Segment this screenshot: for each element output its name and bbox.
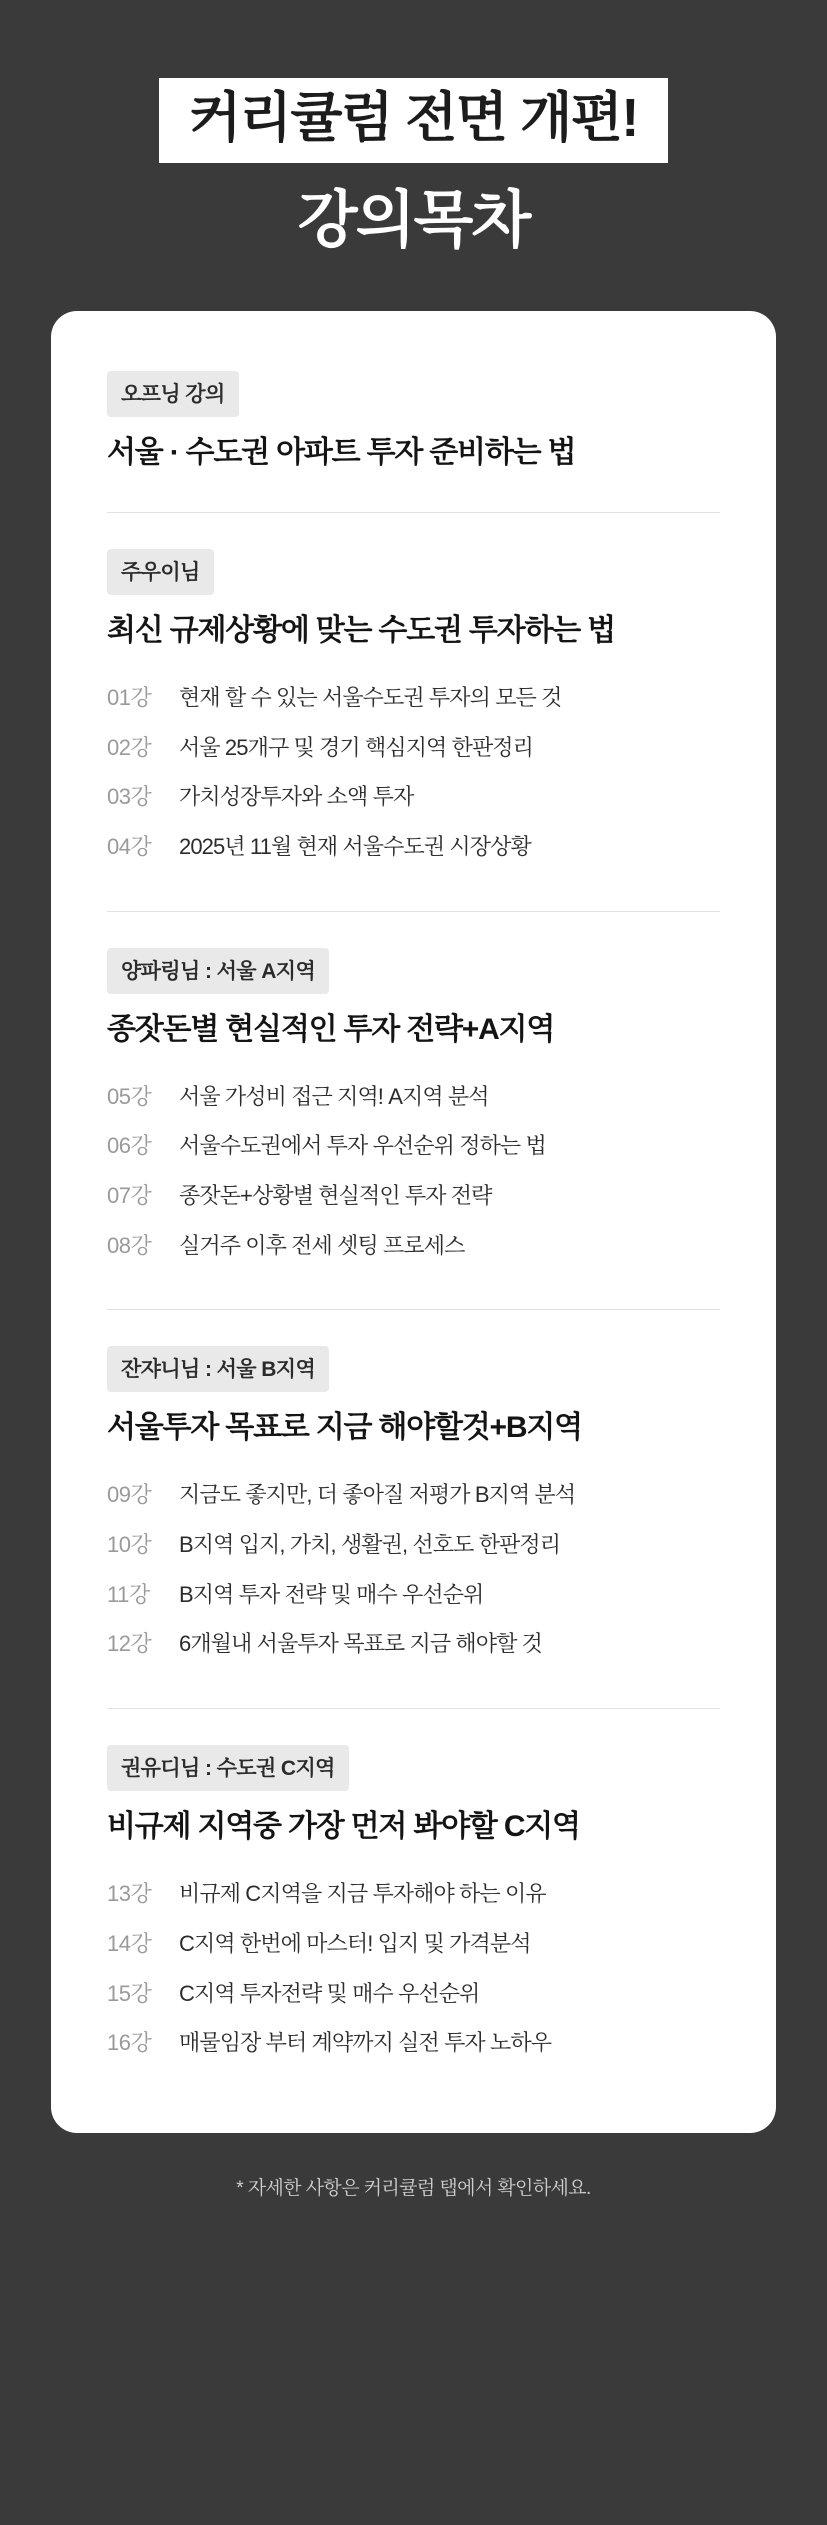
lesson-title: 서울수도권에서 투자 우선순위 정하는 법 bbox=[179, 1133, 546, 1159]
section-tag: 잔쟈니님 : 서울 B지역 bbox=[107, 1346, 329, 1392]
lesson-title: C지역 투자전략 및 매수 우선순위 bbox=[179, 1980, 480, 2006]
section-tag: 오프닝 강의 bbox=[107, 371, 239, 417]
section-title: 비규제 지역중 가장 먼저 봐야할 C지역 bbox=[107, 1810, 580, 1844]
lesson-row[interactable] bbox=[107, 1220, 720, 1270]
lesson-row[interactable] bbox=[107, 1868, 720, 1918]
lesson-title: 실거주 이후 전세 셋팅 프로세스 bbox=[179, 1232, 465, 1258]
section-title: 최신 규제상황에 맞는 수도권 투자하는 법 bbox=[107, 613, 615, 647]
lesson-number: 14강 bbox=[107, 1930, 152, 1956]
lesson-row[interactable] bbox=[107, 1618, 720, 1668]
lesson-title: 지금도 좋지만, 더 좋아질 저평가 B지역 분석 bbox=[179, 1482, 576, 1508]
curriculum-card bbox=[51, 311, 776, 2133]
lesson-row[interactable] bbox=[107, 722, 720, 772]
lesson-number: 02강 bbox=[107, 734, 152, 760]
lesson-list bbox=[107, 1469, 720, 1668]
footnote: * 자세한 사항은 커리큘럼 탭에서 확인하세요. bbox=[236, 2177, 591, 2199]
curriculum-section bbox=[107, 1745, 720, 2067]
lesson-title: B지역 투자 전략 및 매수 우선순위 bbox=[179, 1581, 484, 1607]
curriculum-section bbox=[107, 1346, 720, 1668]
lesson-number: 09강 bbox=[107, 1482, 152, 1508]
lesson-number: 10강 bbox=[107, 1532, 152, 1558]
lesson-row[interactable] bbox=[107, 1569, 720, 1619]
lesson-title: 비규제 C지역을 지금 투자해야 하는 이유 bbox=[179, 1881, 546, 1907]
lesson-number: 13강 bbox=[107, 1881, 152, 1907]
lesson-title: 6개월내 서울투자 목표로 지금 해야할 것 bbox=[179, 1631, 543, 1657]
lesson-row[interactable] bbox=[107, 1170, 720, 1220]
section-title: 종잣돈별 현실적인 투자 전략+A지역 bbox=[107, 1012, 555, 1046]
section-title: 서울 · 수도권 아파트 투자 준비하는 법 bbox=[107, 435, 576, 469]
page-title-badge: 커리큘럼 전면 개편! bbox=[159, 78, 668, 163]
section-divider bbox=[107, 512, 720, 513]
lesson-number: 16강 bbox=[107, 2030, 152, 2056]
lesson-number: 07강 bbox=[107, 1183, 152, 1208]
lesson-title: B지역 입지, 가치, 생활권, 선호도 한판정리 bbox=[179, 1532, 561, 1558]
curriculum-section bbox=[107, 549, 720, 871]
section-tag: 양파링님 : 서울 A지역 bbox=[107, 948, 329, 994]
lesson-number: 05강 bbox=[107, 1083, 152, 1109]
lesson-title: 현재 할 수 있는 서울수도권 투자의 모든 것 bbox=[179, 684, 562, 710]
section-divider bbox=[107, 1708, 720, 1709]
lesson-row[interactable] bbox=[107, 1469, 720, 1519]
lesson-row[interactable] bbox=[107, 1120, 720, 1170]
section-tag: 주우이님 bbox=[107, 549, 214, 595]
lesson-row[interactable] bbox=[107, 1968, 720, 2018]
lesson-number: 15강 bbox=[107, 1980, 152, 2006]
lesson-number: 11강 bbox=[107, 1581, 150, 1607]
page-header bbox=[0, 0, 827, 255]
lesson-title: 2025년 11월 현재 서울수도권 시장상황 bbox=[179, 833, 531, 859]
section-title: 서울투자 목표로 지금 해야할것+B지역 bbox=[107, 1411, 582, 1445]
lesson-title: 가치성장투자와 소액 투자 bbox=[179, 784, 414, 810]
lesson-number: 08강 bbox=[107, 1232, 152, 1258]
section-divider bbox=[107, 1309, 720, 1310]
lesson-title: 서울 25개구 및 경기 핵심지역 한판정리 bbox=[179, 734, 534, 760]
lesson-number: 03강 bbox=[107, 784, 152, 810]
lesson-title: 종잣돈+상황별 현실적인 투자 전략 bbox=[179, 1183, 492, 1208]
lesson-list bbox=[107, 1868, 720, 2067]
lesson-title: C지역 한번에 마스터! 입지 및 가격분석 bbox=[179, 1930, 531, 1956]
lesson-row[interactable] bbox=[107, 821, 720, 871]
lesson-number: 12강 bbox=[107, 1631, 152, 1657]
lesson-list bbox=[107, 672, 720, 871]
lesson-list bbox=[107, 1071, 720, 1270]
lesson-title: 서울 가성비 접근 지역! A지역 분석 bbox=[179, 1083, 489, 1109]
lesson-row[interactable] bbox=[107, 672, 720, 722]
lesson-row[interactable] bbox=[107, 771, 720, 821]
lesson-title: 매물임장 부터 계약까지 실전 투자 노하우 bbox=[179, 2030, 552, 2056]
lesson-row[interactable] bbox=[107, 1918, 720, 1968]
lesson-row[interactable] bbox=[107, 2017, 720, 2067]
section-tag: 권유디님 : 수도권 C지역 bbox=[107, 1745, 349, 1791]
curriculum-section bbox=[107, 948, 720, 1270]
curriculum-section bbox=[107, 371, 720, 472]
lesson-number: 01강 bbox=[107, 684, 152, 710]
lesson-row[interactable] bbox=[107, 1071, 720, 1121]
lesson-number: 06강 bbox=[107, 1133, 152, 1159]
lesson-row[interactable] bbox=[107, 1519, 720, 1569]
section-divider bbox=[107, 911, 720, 912]
page-title: 강의목차 bbox=[297, 185, 530, 255]
lesson-number: 04강 bbox=[107, 833, 152, 859]
